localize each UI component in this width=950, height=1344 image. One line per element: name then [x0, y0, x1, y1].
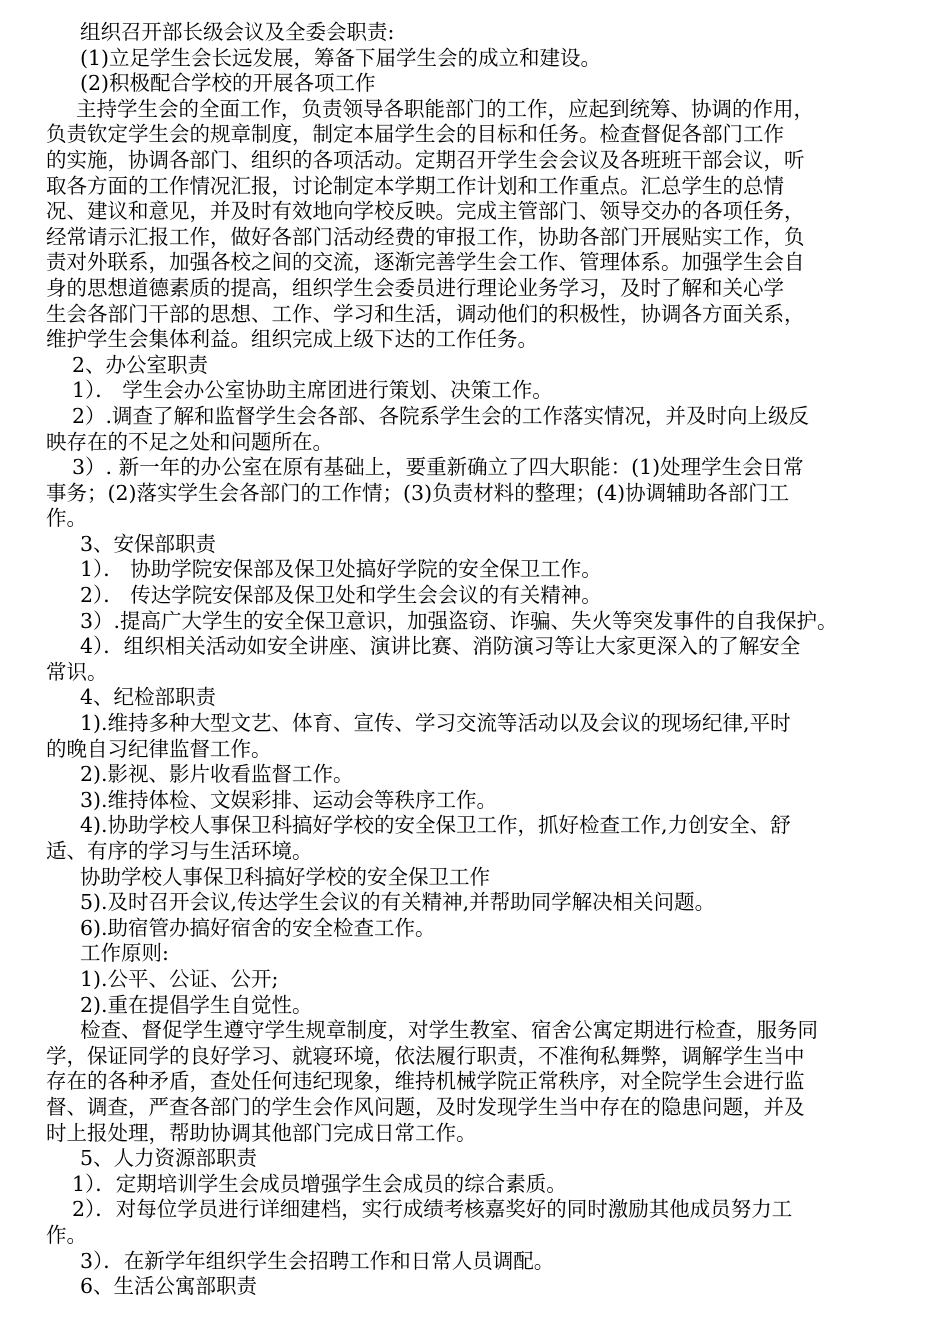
- text-line: 维护学生会集体利益。组织完成上级下达的工作任务。: [46, 327, 538, 352]
- text-line: 生会各部门干部的思想、工作、学习和生活，调动他们的积极性，协调各方面关系，: [46, 301, 805, 326]
- text-line: 2、办公室职责: [72, 352, 209, 377]
- text-line: 身的思想道德素质的提高，组织学生会委员进行理论业务学习，及时了解和关心学: [46, 275, 784, 300]
- text-line: 协助学校人事保卫科搞好学校的安全保卫工作: [80, 864, 490, 889]
- text-line: 主持学生会的全面工作，负责领导各职能部门的工作，应起到统筹、协调的作用，: [76, 96, 814, 121]
- text-line: 3）.提高广大学生的安全保卫意识，加强盗窃、诈骗、失火等突发事件的自我保护。: [80, 608, 838, 633]
- text-line: 督、调查，严查各部门的学生会作风问题，及时发现学生当中存在的隐患问题，并及: [46, 1094, 805, 1119]
- text-line: 学，保证同学的良好学习、就寝环境，依法履行职责，不准徇私舞弊，调解学生当中: [46, 1043, 805, 1068]
- text-line: 的晚自习纪律监督工作。: [46, 736, 272, 761]
- text-line: 4).协助学校人事保卫科搞好学校的安全保卫工作，抓好检查工作,力创安全、舒: [80, 813, 791, 838]
- text-line: 2）.调查了解和监督学生会各部、各院系学生会的工作落实情况，并及时向上级反: [72, 403, 810, 428]
- text-line: 3）. 新一年的办公室在原有基础上，要重新确立了四大职能：(1)处理学生会日常: [72, 455, 804, 480]
- text-line: 1）．定期培训学生会成员增强学生会成员的综合素质。: [72, 1171, 567, 1196]
- text-line: 作。: [46, 1222, 87, 1247]
- text-line: 4）．组织相关活动如安全讲座、演讲比赛、消防演习等让大家更深入的了解安全: [80, 634, 801, 659]
- text-line: 3、安保部职责: [80, 531, 217, 556]
- text-line: (1)立足学生会长远发展，筹备下届学生会的成立和建设。: [80, 45, 602, 70]
- text-line: 检查、督促学生遵守学生规章制度，对学生教室、宿舍公寓定期进行检查，服务同: [80, 1018, 818, 1043]
- text-line: 1).维持多种大型文艺、体育、宣传、学习交流等活动以及会议的现场纪律,平时: [80, 711, 791, 736]
- text-line: 存在的各种矛盾，查处任何违纪现象，维持机械学院正常秩序，对全院学生会进行监: [46, 1069, 805, 1094]
- text-line: 5).及时召开会议,传达学生会议的有关精神,并帮助同学解决相关问题。: [80, 890, 716, 915]
- text-line: 4、纪检部职责: [80, 685, 217, 710]
- text-line: 常识。: [46, 659, 108, 684]
- text-line: 2）．对每位学员进行详细建档，实行成绩考核嘉奖好的同时激励其他成员努力工: [72, 1197, 793, 1222]
- text-line: 5、人力资源部职责: [80, 1146, 258, 1171]
- text-line: 1）． 学生会办公室协助主席团进行策划、决策工作。: [72, 378, 553, 403]
- text-line: 组织召开部长级会议及全委会职责:: [80, 20, 395, 44]
- text-line: 取各方面的工作情况汇报，讨论制定本学期工作计划和工作重点。汇总学生的总情: [46, 173, 784, 198]
- text-line: 时上报处理，帮助协调其他部门完成日常工作。: [46, 1120, 477, 1145]
- text-line: 6、生活公寓部职责: [80, 1274, 258, 1299]
- text-line: 2).影视、影片收看监督工作。: [80, 762, 354, 787]
- text-line: 1）． 协助学院安保部及保卫处搞好学院的安全保卫工作。: [80, 557, 602, 582]
- text-line: 2).重在提倡学生自觉性。: [80, 992, 313, 1017]
- text-line: 事务；(2)落实学生会各部门的工作情；(3)负责材料的整理；(4)协调辅助各部门工: [46, 480, 790, 505]
- text-line: 作。: [46, 506, 87, 531]
- text-line: 3）．在新学年组织学生会招聘工作和日常人员调配。: [80, 1248, 555, 1273]
- text-line: 3).维持体检、文娱彩排、运动会等秩序工作。: [80, 787, 498, 812]
- text-line: (2)积极配合学校的开展各项工作: [80, 71, 376, 96]
- text-line: 经常请示汇报工作，做好各部门活动经费的审报工作，协助各部门开展贴实工作，负: [46, 224, 805, 249]
- text-line: 6).助宿管办搞好宿舍的安全检查工作。: [80, 915, 436, 940]
- text-line: 况、建议和意见，并及时有效地向学校反映。完成主管部门、领导交办的各项任务，: [46, 199, 805, 224]
- text-line: 1).公平、公证、公开;: [80, 966, 279, 991]
- text-line: 2）． 传达学院安保部及保卫处和学生会会议的有关精神。: [80, 583, 602, 608]
- text-line: 映存在的不足之处和问题所在。: [46, 429, 333, 454]
- text-line: 责对外联系，加强各校之间的交流，逐渐完善学生会工作、管理体系。加强学生会自: [46, 250, 805, 275]
- text-line: 的实施，协调各部门、组织的各项活动。定期召开学生会会议及各班班干部会议，听: [46, 147, 805, 172]
- text-line: 适、有序的学习与生活环境。: [46, 839, 313, 863]
- text-line: 工作原则:: [80, 941, 169, 966]
- text-line: 负责钦定学生会的规章制度，制定本届学生会的目标和任务。检查督促各部门工作: [46, 122, 784, 147]
